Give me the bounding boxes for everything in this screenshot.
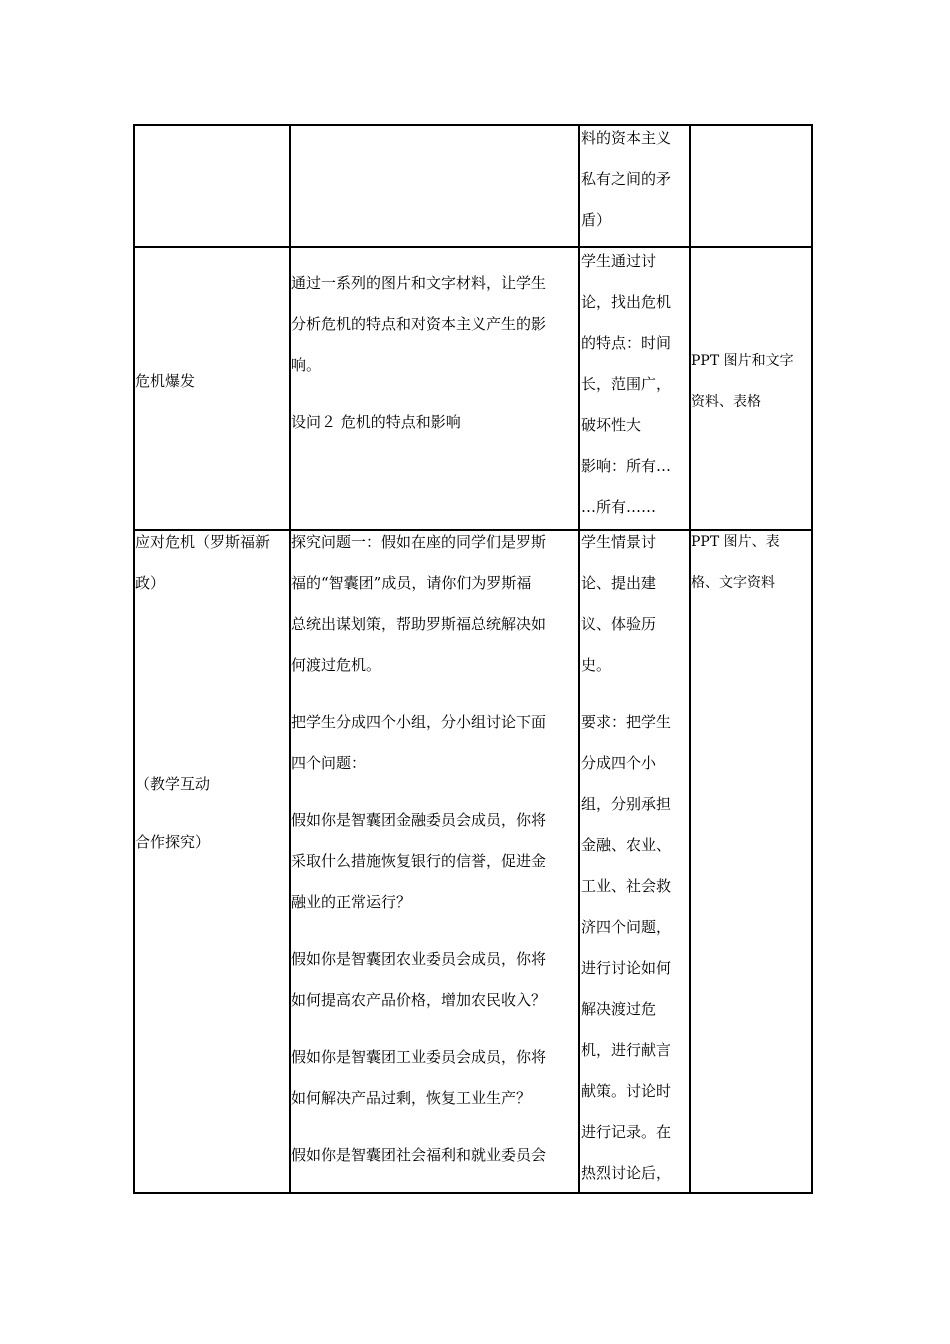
text-line: 的特点：时间 xyxy=(581,334,672,352)
text-line: 探究问题一：假如在座的同学们是罗斯 xyxy=(291,533,547,551)
text-line: 破坏性大 xyxy=(581,416,642,434)
text-line: 资料、表格 xyxy=(691,394,761,410)
text-line: 分成四个小 xyxy=(581,754,657,772)
text-line: 献策。讨论时 xyxy=(581,1082,672,1100)
text-line: 济四个问题， xyxy=(581,918,672,936)
text-line: 解决渡过危 xyxy=(581,1000,657,1018)
text-line: 设问２ 危机的特点和影响 xyxy=(291,413,461,431)
text-line: 机，进行献言 xyxy=(581,1041,672,1059)
text-line: 热烈讨论后， xyxy=(581,1164,672,1182)
row2-col1-cell xyxy=(135,361,195,402)
text-line: 分析危机的特点和对资本主义产生的影 xyxy=(291,315,547,333)
text-line: 料的资本主义 xyxy=(581,129,672,147)
row3-col1-cell xyxy=(135,522,270,604)
text-line: 假如你是智囊团工业委员会成员，你将 xyxy=(291,1048,547,1066)
section-title: 政） xyxy=(135,574,166,592)
text-line: 总统出谋划策，帮助罗斯福总统解决如 xyxy=(291,615,547,633)
text-line: 福的“智囊团”成员，请你们为罗斯福 xyxy=(291,574,532,592)
row-divider-1 xyxy=(133,246,813,248)
text-line: 融业的正常运行？ xyxy=(291,893,412,911)
text-line: 如何解决产品过剩，恢复工业生产？ xyxy=(291,1089,532,1107)
text-line: 假如你是智囊团农业委员会成员，你将 xyxy=(291,950,547,968)
text-line: 论，找出危机 xyxy=(581,293,672,311)
text-line: 工业、社会救 xyxy=(581,877,672,895)
row3-col1-note xyxy=(135,764,210,863)
table-border-left xyxy=(133,124,135,1194)
text-line: 议、体验历 xyxy=(581,615,657,633)
row2-col3-cell xyxy=(581,241,671,528)
text-line: 学生通过讨 xyxy=(581,252,657,270)
row2-col2-cell xyxy=(291,263,546,443)
table-border-top xyxy=(133,124,813,126)
lesson-plan-table xyxy=(133,124,813,1194)
text-line: 通过一系列的图片和文字材料，让学生 xyxy=(291,274,547,292)
row2-col4-cell xyxy=(691,341,794,423)
text-line: 采取什么措施恢复银行的信誉，促进金 xyxy=(291,852,547,870)
table-border-right xyxy=(811,124,813,1194)
text-line: …所有…… xyxy=(581,498,657,516)
text-line: 响。 xyxy=(291,356,322,374)
section-title: 危机爆发 xyxy=(135,372,196,390)
text-line: 盾） xyxy=(581,211,612,229)
row1-col3-cell xyxy=(581,118,671,241)
text-line: 合作探究） xyxy=(135,833,211,851)
text-line: 影响：所有… xyxy=(581,457,672,475)
section-title: 应对危机（罗斯福新 xyxy=(135,533,271,551)
row3-col2-cell xyxy=(291,522,546,1176)
column-divider-2 xyxy=(578,124,580,1194)
text-line: 进行记录。在 xyxy=(581,1123,672,1141)
text-line: 假如你是智囊团社会福利和就业委员会 xyxy=(291,1146,547,1164)
text-line: 四个问题： xyxy=(291,754,367,772)
text-line: 论、提出建 xyxy=(581,574,657,592)
table-border-bottom xyxy=(133,1192,813,1194)
text-line: 长，范围广， xyxy=(581,375,672,393)
text-line: 史。 xyxy=(581,656,612,674)
text-line: （教学互动 xyxy=(135,775,211,793)
row3-col3-cell xyxy=(581,522,671,1194)
text-line: 私有之间的矛 xyxy=(581,170,672,188)
text-line: 假如你是智囊团金融委员会成员，你将 xyxy=(291,811,547,829)
column-divider-3 xyxy=(689,124,691,1194)
text-line: 何渡过危机。 xyxy=(291,656,382,674)
text-line: 格、文字资料 xyxy=(691,575,775,591)
text-line: 学生情景讨 xyxy=(581,533,657,551)
text-line: PPT 图片、表 xyxy=(691,534,780,550)
text-line: 如何提高农产品价格，增加农民收入？ xyxy=(291,991,547,1009)
text-line: 组，分别承担 xyxy=(581,795,672,813)
text-line: 把学生分成四个小组，分小组讨论下面 xyxy=(291,713,547,731)
text-line: 金融、农业、 xyxy=(581,836,672,854)
row3-col4-cell xyxy=(691,522,780,604)
text-line: 要求：把学生 xyxy=(581,713,672,731)
text-line: 进行讨论如何 xyxy=(581,959,672,977)
text-line: PPT 图片和文字 xyxy=(691,353,794,369)
